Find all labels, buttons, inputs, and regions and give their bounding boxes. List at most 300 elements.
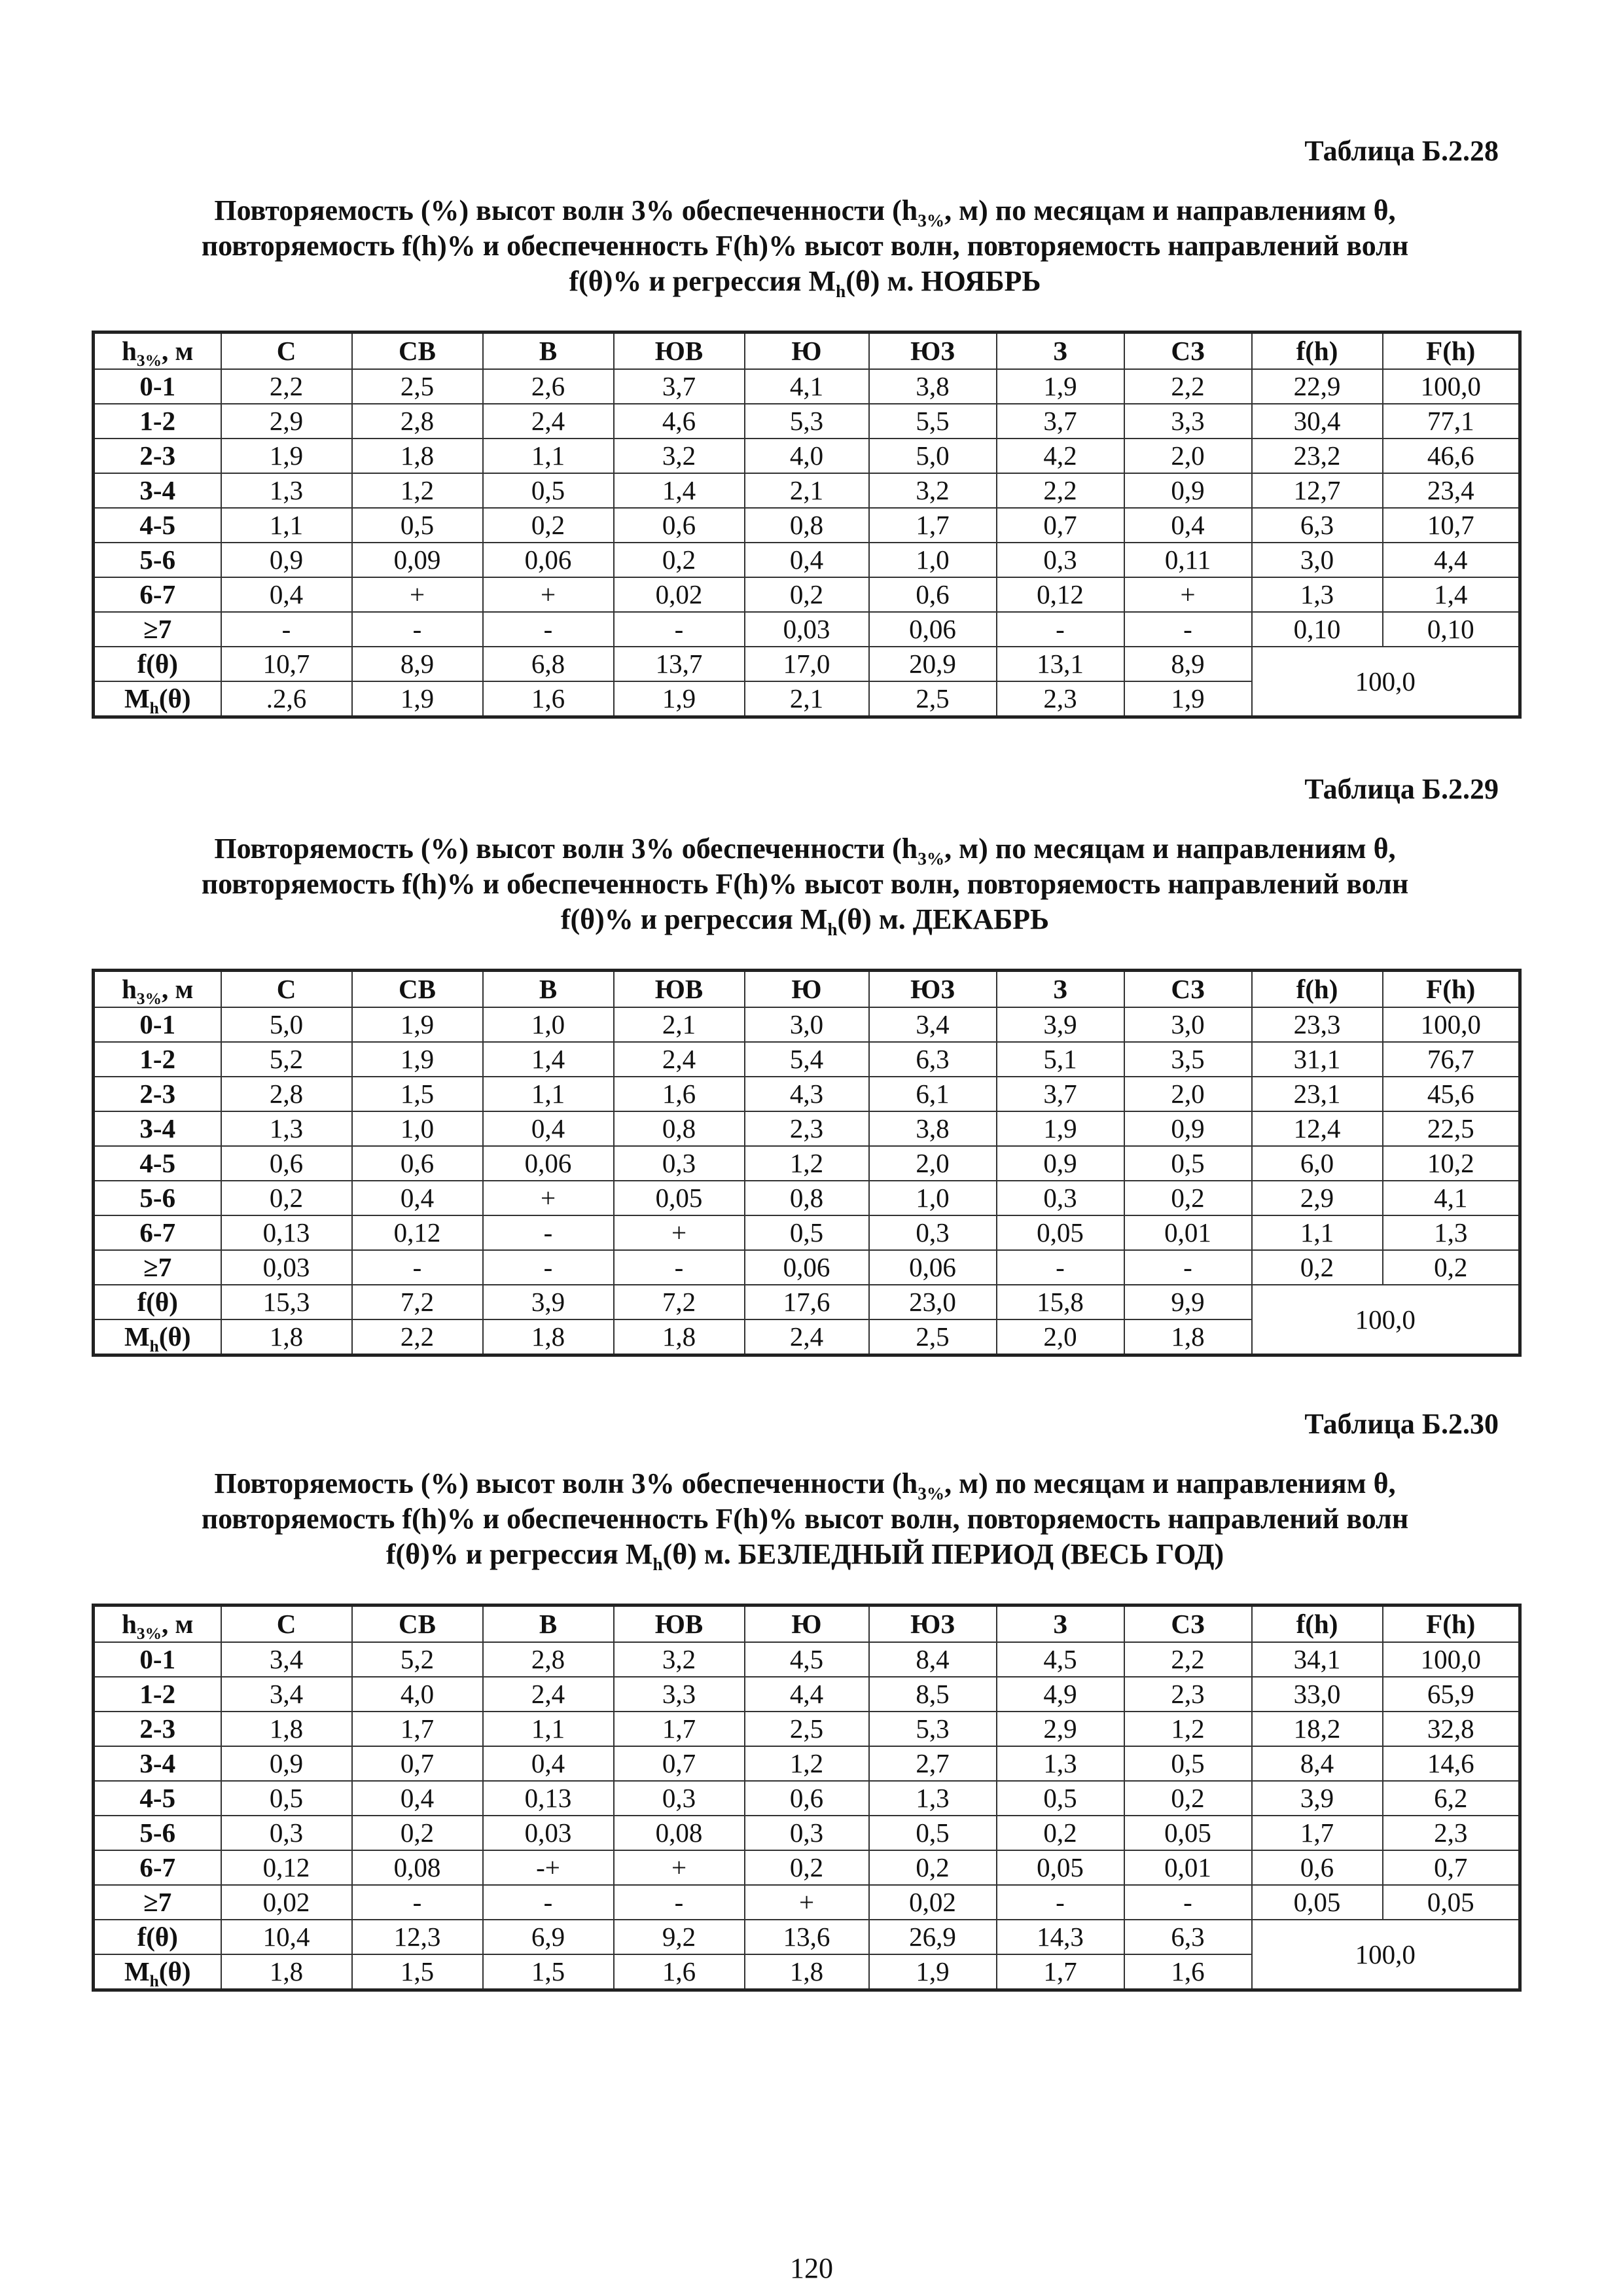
table-cell: 3,9: [997, 1007, 1124, 1042]
table-cell: 13,1: [997, 647, 1124, 681]
table-cell: 1,7: [997, 1954, 1124, 1990]
table-cell: 0,06: [483, 1146, 614, 1181]
table-cell: +: [614, 1215, 745, 1250]
table-cell: 0,7: [997, 508, 1124, 543]
table-row: [94, 369, 1520, 404]
table-cell: -: [614, 1885, 745, 1920]
header-row: [94, 971, 1520, 1008]
table-cell: 4,0: [352, 1677, 483, 1712]
table-cell: 15,3: [221, 1285, 352, 1319]
table-cell: 1,2: [1124, 1712, 1252, 1746]
column-header: В: [483, 971, 614, 1008]
table-cell: 3,7: [997, 404, 1124, 439]
table-cell: 4,3: [745, 1077, 869, 1111]
table-cell: 0,2: [614, 543, 745, 577]
table-cell: +: [614, 1850, 745, 1885]
table-cell: 7,2: [352, 1285, 483, 1319]
table-cell: 2,2: [221, 369, 352, 404]
table-cell: 0,5: [745, 1215, 869, 1250]
table-row: [94, 1781, 1520, 1816]
table-cell: 0,4: [745, 543, 869, 577]
table-cell: +: [483, 1181, 614, 1215]
table-cell: 1,1: [483, 439, 614, 473]
row-header: 3-4: [94, 1746, 221, 1781]
column-header: С: [221, 1605, 352, 1643]
table-cell: 9,9: [1124, 1285, 1252, 1319]
table-row: [94, 1007, 1520, 1042]
column-header: f(h): [1252, 971, 1383, 1008]
table-cell: 1,9: [352, 1007, 483, 1042]
table-row: [94, 1642, 1520, 1677]
table-cell: 1,9: [614, 681, 745, 717]
table-cell: 0,4: [352, 1781, 483, 1816]
table-cell: 0,01: [1124, 1215, 1252, 1250]
table-cell: 1,2: [745, 1746, 869, 1781]
table-cell: 0,13: [483, 1781, 614, 1816]
table-cell: 1,3: [869, 1781, 997, 1816]
row-header: 0-1: [94, 1642, 221, 1677]
table-cell: 1,2: [745, 1146, 869, 1181]
table-cell: 1,6: [614, 1954, 745, 1990]
table-cell: 0,11: [1124, 543, 1252, 577]
table-cell: 65,9: [1383, 1677, 1520, 1712]
table-cell: 100,0: [1383, 1007, 1520, 1042]
column-header: ЮВ: [614, 1605, 745, 1643]
column-header: С: [221, 332, 352, 370]
table-cell: -: [997, 1885, 1124, 1920]
row-header: 4-5: [94, 1781, 221, 1816]
row-header: ≥7: [94, 612, 221, 647]
table-cell: 2,0: [997, 1319, 1124, 1355]
table-cell: 4,4: [745, 1677, 869, 1712]
table-cell: .2,6: [221, 681, 352, 717]
table-cell: 0,05: [1252, 1885, 1383, 1920]
column-header: F(h): [1383, 971, 1520, 1008]
table-cell: 77,1: [1383, 404, 1520, 439]
table-cell: 0,6: [221, 1146, 352, 1181]
table-cell: 6,3: [1252, 508, 1383, 543]
table-row: [94, 577, 1520, 612]
table-row: [94, 508, 1520, 543]
table-cell: 4,9: [997, 1677, 1124, 1712]
table-cell: 15,8: [997, 1285, 1124, 1319]
caption-line: f(θ)% и регрессия $M_h(\theta)$ м. НОЯБРЬ: [569, 265, 1041, 301]
table-cell: 1,9: [869, 1954, 997, 1990]
table-cell: 5,0: [221, 1007, 352, 1042]
table-cell: 23,1: [1252, 1077, 1383, 1111]
table-caption: [92, 831, 1518, 937]
table-cell: 1,4: [614, 473, 745, 508]
table-cell: 12,3: [352, 1920, 483, 1954]
column-header: ЮВ: [614, 332, 745, 370]
header-row: [94, 332, 1520, 370]
row-header: 5-6: [94, 543, 221, 577]
table-cell: +: [1124, 577, 1252, 612]
table-cell: 22,5: [1383, 1111, 1520, 1146]
table-row: [94, 1885, 1520, 1920]
table-cell: 10,7: [221, 647, 352, 681]
table-cell: 2,0: [1124, 1077, 1252, 1111]
table-row: [94, 1746, 1520, 1781]
table-cell: 0,08: [614, 1816, 745, 1850]
table-cell: 1,4: [1383, 577, 1520, 612]
table-cell: -: [352, 1250, 483, 1285]
row-header: 2-3: [94, 1077, 221, 1111]
table-cell: 0,4: [483, 1111, 614, 1146]
table-cell: 3,4: [221, 1677, 352, 1712]
table-cell: 0,05: [997, 1215, 1124, 1250]
table-cell: -: [483, 1885, 614, 1920]
table-cell: 0,06: [869, 612, 997, 647]
table-cell: -: [352, 1885, 483, 1920]
table-cell: 0,02: [614, 577, 745, 612]
table-cell: 1,1: [483, 1712, 614, 1746]
row-header: 2-3: [94, 1712, 221, 1746]
table-cell: 20,9: [869, 647, 997, 681]
table-cell: 76,7: [1383, 1042, 1520, 1077]
table-cell: 1,9: [352, 681, 483, 717]
caption-line: f(θ)% и регрессия $M_h(\theta)$ м. БЕЗЛЕДНЫЙ ПЕРИОД (ВЕСЬ ГОД): [385, 1538, 1224, 1574]
table-cell: 1,8: [221, 1954, 352, 1990]
table-cell: 0,03: [221, 1250, 352, 1285]
table-cell: 14,3: [997, 1920, 1124, 1954]
table-cell: -: [997, 612, 1124, 647]
table-cell: 0,05: [997, 1850, 1124, 1885]
table-cell: 3,2: [869, 473, 997, 508]
table-cell: 0,05: [1383, 1885, 1520, 1920]
table-cell: 2,4: [483, 1677, 614, 1712]
caption-line: f(θ)% и регрессия $M_h(\theta)$ м. ДЕКАБРЬ: [560, 903, 1050, 939]
table-cell: 17,6: [745, 1285, 869, 1319]
table-cell: 5,2: [221, 1042, 352, 1077]
table-cell: +: [745, 1885, 869, 1920]
table-cell: 6,3: [1124, 1920, 1252, 1954]
table-cell: 1,5: [483, 1954, 614, 1990]
table-cell: 4,5: [997, 1642, 1124, 1677]
column-header: З: [997, 971, 1124, 1008]
table-cell: 0,9: [221, 543, 352, 577]
table-cell: 0,02: [221, 1885, 352, 1920]
table-cell: 0,6: [1252, 1850, 1383, 1885]
row-header: 1-2: [94, 404, 221, 439]
table-cell: 2,2: [1124, 1642, 1252, 1677]
table-cell: 0,2: [745, 577, 869, 612]
table-row: [94, 1850, 1520, 1885]
column-header: ЮЗ: [869, 332, 997, 370]
table-cell: 100,0: [1383, 1642, 1520, 1677]
table-cell: 6,2: [1383, 1781, 1520, 1816]
table-cell: 8,4: [1252, 1746, 1383, 1781]
table-cell: 1,7: [614, 1712, 745, 1746]
table-cell: 100,0: [1383, 369, 1520, 404]
table-cell: 1,7: [352, 1712, 483, 1746]
row-header: 0-1: [94, 369, 221, 404]
table-cell: 0,05: [614, 1181, 745, 1215]
table-caption: [92, 1466, 1518, 1572]
table-cell: 1,3: [221, 1111, 352, 1146]
table-cell: 4,5: [745, 1642, 869, 1677]
caption-line: Повторяемость (%) высот волн 3% обеспеченности ($h_{3\%}$, м) по месяцам и направлениям θ,: [214, 194, 1396, 230]
column-header: С: [221, 971, 352, 1008]
column-header: f(h): [1252, 332, 1383, 370]
table-cell: 2,2: [1124, 369, 1252, 404]
table-cell: 2,8: [221, 1077, 352, 1111]
table-cell: -: [483, 1250, 614, 1285]
table-cell: -: [614, 612, 745, 647]
table-cell: 0,10: [1383, 612, 1520, 647]
table-cell: 8,9: [1124, 647, 1252, 681]
table-cell: -: [483, 1215, 614, 1250]
table-cell: 1,6: [1124, 1954, 1252, 1990]
row-header: 4-5: [94, 508, 221, 543]
column-header: СВ: [352, 1605, 483, 1643]
table-cell: 0,06: [483, 543, 614, 577]
table-cell: 5,1: [997, 1042, 1124, 1077]
table-cell: 1,5: [352, 1954, 483, 1990]
table-cell: 23,3: [1252, 1007, 1383, 1042]
table-cell: 23,4: [1383, 473, 1520, 508]
table-cell: 31,1: [1252, 1042, 1383, 1077]
table-cell: 0,2: [1124, 1781, 1252, 1816]
table-cell: 2,8: [352, 404, 483, 439]
table-caption: [92, 193, 1518, 299]
caption-line: повторяемость f(h)% и обеспеченность F(h)% высот волн, повторяемость направлений волн: [201, 230, 1409, 262]
table-cell: 7,2: [614, 1285, 745, 1319]
table-cell: 2,1: [745, 681, 869, 717]
column-header: $h_{3\%}$, м: [94, 332, 221, 370]
table-cell: 1,4: [483, 1042, 614, 1077]
table-cell: 2,4: [614, 1042, 745, 1077]
column-header: Ю: [745, 1605, 869, 1643]
table-cell: 2,3: [745, 1111, 869, 1146]
row-header: f(θ): [94, 1285, 221, 1319]
row-header: f(θ): [94, 647, 221, 681]
table-row: [94, 1077, 1520, 1111]
row-header: ≥7: [94, 1885, 221, 1920]
table-cell: 3,9: [483, 1285, 614, 1319]
table-cell: 2,3: [1383, 1816, 1520, 1850]
table-row: [94, 612, 1520, 647]
table-cell: 5,4: [745, 1042, 869, 1077]
table-row: [94, 1250, 1520, 1285]
table-cell: 0,03: [745, 612, 869, 647]
table-cell: 0,6: [745, 1781, 869, 1816]
table-cell: 3,8: [869, 1111, 997, 1146]
table-cell: 1,7: [869, 508, 997, 543]
table-cell: 1,6: [483, 681, 614, 717]
table-cell: 0,4: [352, 1181, 483, 1215]
table-cell: 1,9: [352, 1042, 483, 1077]
table-cell: 0,03: [483, 1816, 614, 1850]
table-cell: 1,3: [997, 1746, 1124, 1781]
table-cell: 30,4: [1252, 404, 1383, 439]
table-cell: 4,6: [614, 404, 745, 439]
table-cell: +: [483, 577, 614, 612]
table-cell: 4,1: [745, 369, 869, 404]
table-cell: 0,9: [221, 1746, 352, 1781]
table-cell: 5,3: [745, 404, 869, 439]
table-cell: 4,0: [745, 439, 869, 473]
column-header: Ю: [745, 332, 869, 370]
table-cell: 3,9: [1252, 1781, 1383, 1816]
total-cell: 100,0: [1252, 1285, 1520, 1355]
table-cell: 1,8: [221, 1712, 352, 1746]
column-header: F(h): [1383, 332, 1520, 370]
table-cell: 12,7: [1252, 473, 1383, 508]
table-row: [94, 1677, 1520, 1712]
table-cell: 1,0: [869, 543, 997, 577]
table-cell: -+: [483, 1850, 614, 1885]
table-cell: 0,8: [614, 1111, 745, 1146]
table-cell: 3,7: [614, 369, 745, 404]
table-cell: 0,9: [1124, 473, 1252, 508]
caption-line: повторяемость f(h)% и обеспеченность F(h)% высот волн, повторяемость направлений волн: [201, 868, 1409, 900]
table-cell: 1,1: [483, 1077, 614, 1111]
row-header: 5-6: [94, 1816, 221, 1850]
table-cell: 1,3: [1383, 1215, 1520, 1250]
table-cell: 3,3: [1124, 404, 1252, 439]
table-cell: 2,3: [1124, 1677, 1252, 1712]
table-cell: -: [221, 612, 352, 647]
table-cell: 0,10: [1252, 612, 1383, 647]
table-cell: 13,7: [614, 647, 745, 681]
table-cell: 0,13: [221, 1215, 352, 1250]
table-cell: 2,6: [483, 369, 614, 404]
f-theta-row: [94, 1920, 1520, 1954]
table-cell: 5,5: [869, 404, 997, 439]
table-cell: 1,8: [352, 439, 483, 473]
table-cell: 1,0: [352, 1111, 483, 1146]
table-cell: 26,9: [869, 1920, 997, 1954]
table-cell: 0,2: [869, 1850, 997, 1885]
table-cell: 0,2: [745, 1850, 869, 1885]
row-header: 3-4: [94, 1111, 221, 1146]
table-cell: 2,9: [1252, 1181, 1383, 1215]
table-row: [94, 1146, 1520, 1181]
table-cell: 2,5: [745, 1712, 869, 1746]
table-cell: 0,9: [1124, 1111, 1252, 1146]
table-cell: 1,9: [997, 1111, 1124, 1146]
row-header: ≥7: [94, 1250, 221, 1285]
data-table: [92, 969, 1522, 1357]
table-cell: 4,4: [1383, 543, 1520, 577]
table-label: Таблица Б.2.29: [1304, 773, 1499, 805]
table-cell: 2,9: [221, 404, 352, 439]
table-cell: 5,0: [869, 439, 997, 473]
column-header: ЮЗ: [869, 1605, 997, 1643]
table-cell: 0,7: [614, 1746, 745, 1781]
column-header: СЗ: [1124, 971, 1252, 1008]
table-cell: 0,6: [352, 1146, 483, 1181]
row-header: 5-6: [94, 1181, 221, 1215]
table-cell: 8,9: [352, 647, 483, 681]
table-cell: 34,1: [1252, 1642, 1383, 1677]
table-cell: -: [1124, 1250, 1252, 1285]
table-cell: 2,9: [997, 1712, 1124, 1746]
table-cell: 0,2: [1124, 1181, 1252, 1215]
table-cell: 6,0: [1252, 1146, 1383, 1181]
table-cell: 2,2: [352, 1319, 483, 1355]
caption-line: Повторяемость (%) высот волн 3% обеспеченности ($h_{3\%}$, м) по месяцам и направлениям θ,: [214, 833, 1396, 869]
table-cell: 5,2: [352, 1642, 483, 1677]
table-cell: 0,12: [997, 577, 1124, 612]
row-header: 6-7: [94, 1215, 221, 1250]
table-cell: 0,05: [1124, 1816, 1252, 1850]
table-cell: 0,2: [997, 1816, 1124, 1850]
row-header: $M_h(\theta)$: [94, 1954, 221, 1990]
table-cell: 0,3: [745, 1816, 869, 1850]
table-cell: 6,3: [869, 1042, 997, 1077]
table-cell: 3,4: [869, 1007, 997, 1042]
table-cell: 0,5: [221, 1781, 352, 1816]
table-cell: 3,0: [745, 1007, 869, 1042]
table-cell: 22,9: [1252, 369, 1383, 404]
column-header: З: [997, 332, 1124, 370]
column-header: В: [483, 1605, 614, 1643]
table-row: [94, 1816, 1520, 1850]
table-cell: 6,1: [869, 1077, 997, 1111]
column-header: ЮВ: [614, 971, 745, 1008]
table-cell: 6,8: [483, 647, 614, 681]
table-cell: 1,8: [614, 1319, 745, 1355]
row-header: 6-7: [94, 577, 221, 612]
table-cell: 2,1: [745, 473, 869, 508]
table-cell: 3,7: [997, 1077, 1124, 1111]
table-cell: 45,6: [1383, 1077, 1520, 1111]
table-cell: 0,4: [221, 577, 352, 612]
row-header: 1-2: [94, 1042, 221, 1077]
table-cell: 0,12: [352, 1215, 483, 1250]
table-cell: 0,5: [1124, 1746, 1252, 1781]
row-header: 4-5: [94, 1146, 221, 1181]
table-row: [94, 404, 1520, 439]
table-cell: 0,3: [221, 1816, 352, 1850]
table-cell: -: [997, 1250, 1124, 1285]
table-cell: 46,6: [1383, 439, 1520, 473]
table-cell: -: [1124, 612, 1252, 647]
column-header: СВ: [352, 971, 483, 1008]
table-cell: 8,5: [869, 1677, 997, 1712]
table-cell: 1,9: [997, 369, 1124, 404]
table-cell: 1,0: [483, 1007, 614, 1042]
header-row: [94, 1605, 1520, 1643]
table-cell: 6,9: [483, 1920, 614, 1954]
table-cell: 2,5: [869, 1319, 997, 1355]
table-cell: 2,0: [869, 1146, 997, 1181]
table-cell: 1,5: [352, 1077, 483, 1111]
table-cell: 1,9: [1124, 681, 1252, 717]
table-cell: 2,7: [869, 1746, 997, 1781]
column-header: СЗ: [1124, 332, 1252, 370]
table-cell: 1,2: [352, 473, 483, 508]
row-header: $M_h(\theta)$: [94, 681, 221, 717]
table-label: Таблица Б.2.28: [1304, 135, 1499, 167]
table-cell: 3,0: [1252, 543, 1383, 577]
table-cell: 2,5: [869, 681, 997, 717]
table-cell: -: [352, 612, 483, 647]
table-cell: 13,6: [745, 1920, 869, 1954]
table-cell: 4,2: [997, 439, 1124, 473]
table-cell: 0,5: [352, 508, 483, 543]
column-header: Ю: [745, 971, 869, 1008]
table-cell: 0,4: [483, 1746, 614, 1781]
table-cell: 18,2: [1252, 1712, 1383, 1746]
total-cell: 100,0: [1252, 647, 1520, 717]
table-cell: 0,2: [1383, 1250, 1520, 1285]
table-row: [94, 1111, 1520, 1146]
table-cell: 0,01: [1124, 1850, 1252, 1885]
table-cell: 33,0: [1252, 1677, 1383, 1712]
